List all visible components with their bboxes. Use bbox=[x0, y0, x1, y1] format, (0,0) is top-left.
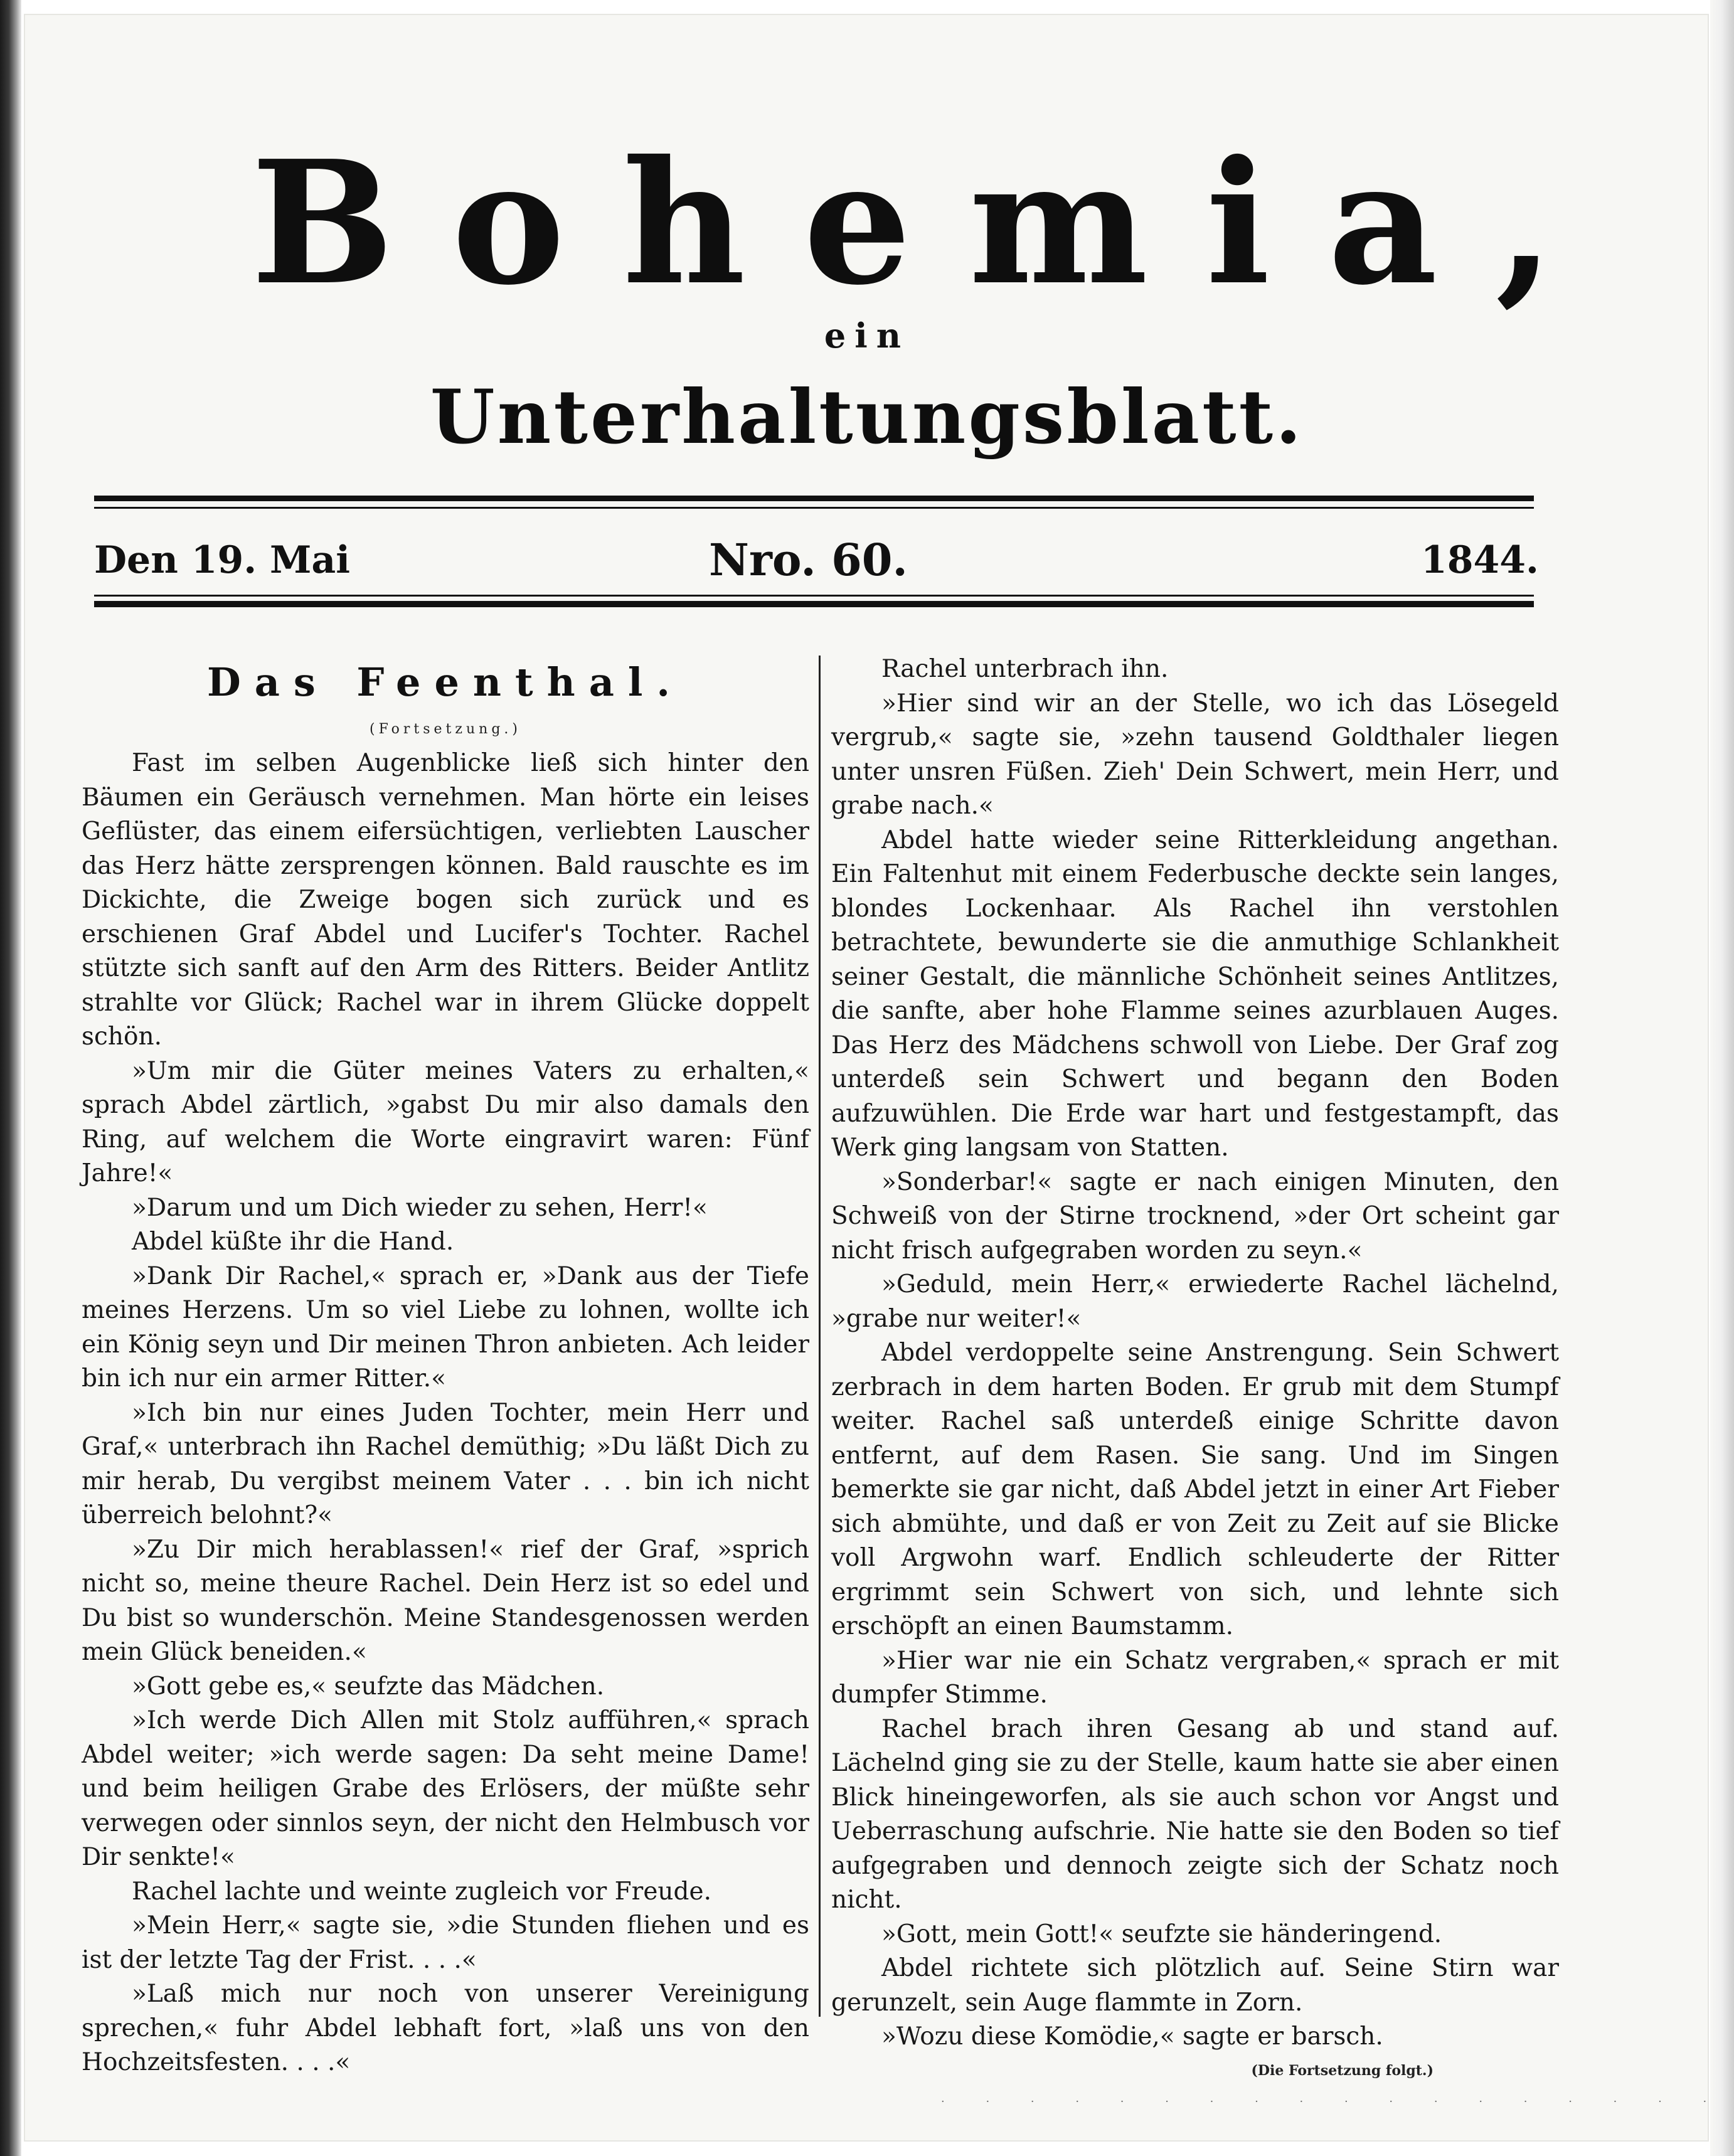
paragraph: Abdel verdoppelte seine Anstrengung. Sein Schwert zerbrach in dem harten Boden. Er grub mit dem Stumpf weiter. Rachel saß unterdeß einige Schritte davon entfernt, auf dem Rasen. Sie sang. Und im Singen bemerkte sie gar nicht, daß Abdel jetzt in einer Art Fieber sich abmühte, und daß er von Zeit zu Zeit auf sie Blicke voll Argwohn warf. Endlich schleuderte der Ritter ergrimmt sein Schwert von sich, und lehnte sich erschöpft an einen Baumstamm. bbox=[831, 1339, 1559, 1640]
continued-note: (Fortsetzung.) bbox=[370, 721, 521, 737]
continuation-note: (Die Fortsetzung folgt.) bbox=[1251, 2062, 1433, 2079]
masthead-tagline: ein bbox=[824, 316, 910, 356]
print-specks: · · · · · · · · · · · · · · · · · · bbox=[941, 2095, 1725, 2108]
paragraph: »Dank Dir Rachel,« sprach er, »Dank aus der Tiefe meines Herzens. Um so viel Liebe zu lohnen, wollte ich ein König seyn und Dir meinen Thron anbieten. Ach leider bin ich nur ein armer Ritter.« bbox=[82, 1261, 809, 1393]
paragraph: »Hier sind wir an der Stelle, wo ich das Lösegeld vergrub,« sagte sie, »zehn tausend Goldthaler liegen unter unsren Füßen. Zieh' Dein Schwert, mein Herr, und grabe nach.« bbox=[831, 689, 1559, 820]
dateline-rule-thick bbox=[94, 601, 1534, 607]
paragraph: Rachel brach ihren Gesang ab und stand auf. Lächelnd ging sie zu der Stelle, kaum hatte sie aber einen Blick hineingeworfen, als sie auch schon vor Angst und Ueberraschung aufschrie. Nie hatte sie den Boden so tief aufgegraben und dennoch zeigte sich der Schatz noch nicht. bbox=[831, 1714, 1559, 1914]
paragraph: »Gott gebe es,« seufzte das Mädchen. bbox=[132, 1672, 605, 1701]
paragraph: »Gott, mein Gott!« seufzte sie händeringend. bbox=[881, 1920, 1442, 1948]
paragraph: »Zu Dir mich herablassen!« rief der Graf, »sprich nicht so, meine theure Rachel. Dein Herz ist so edel und Du bist so wunderschön. Meine Standesgenossen werden mein Glück beneiden.« bbox=[82, 1535, 809, 1666]
paragraph: »Geduld, mein Herr,« erwiederte Rachel lächelnd, »grabe nur weiter!« bbox=[831, 1270, 1559, 1333]
paragraph: »Wozu diese Komödie,« sagte er barsch. bbox=[881, 2022, 1383, 2051]
paragraph: »Mein Herr,« sagte sie, »die Stunden fliehen und es ist der letzte Tag der Frist. . . .« bbox=[82, 1911, 809, 1974]
paragraph: »Darum und um Dich wieder zu sehen, Herr!« bbox=[132, 1193, 708, 1222]
column-left bbox=[82, 652, 809, 2080]
paragraph: »Ich werde Dich Allen mit Stolz aufführen,« sprach Abdel weiter; »ich werde sagen: Da seht meine Dame! und beim heiligen Grabe des Erlösers, der müßte sehr verwegen oder sinnlos seyn, der nicht den Helmbusch vor Dir senkte!« bbox=[82, 1706, 809, 1871]
paragraph: Rachel unterbrach ihn. bbox=[881, 655, 1169, 683]
paragraph: Rachel lachte und weinte zugleich vor Freude. bbox=[132, 1877, 711, 1906]
paragraph: Abdel hatte wieder seine Ritterkleidung angethan. Ein Faltenhut mit einem Federbusche deckte sein langes, blondes Lockenhaar. Als Rachel ihn verstohlen betrachtete, bewunderte sie die anmuthige Schlankheit seiner Gestalt, die männliche Schönheit seines Antlitzes, die sanfte, aber hohe Flamme seines azurblauen Auges. Das Herz des Mädchens schwoll von Liebe. Der Graf zog unterdeß sein Schwert und begann den Boden aufzuwühlen. Die Erde war hart und festgestampft, das Werk ging langsam von Statten. bbox=[831, 826, 1559, 1162]
masthead-title: Bohemia, bbox=[251, 123, 1612, 322]
header-rule-thick bbox=[94, 496, 1534, 501]
paragraph: »Um mir die Güter meines Vaters zu erhalten,« sprach Abdel zärtlich, »gabst Du mir also damals den Ring, auf welchem die Worte eingravirt waren: Fünf Jahre!« bbox=[82, 1056, 809, 1187]
header-rule-thin bbox=[94, 507, 1534, 509]
paragraph: Abdel küßte ihr die Hand. bbox=[132, 1228, 454, 1256]
paragraph: »Laß mich nur noch von unserer Vereinigung sprechen,« fuhr Abdel lebhaft fort, »laß uns von den Hochzeitsfesten. . . .« bbox=[82, 1980, 809, 2076]
paragraph: »Ich bin nur eines Juden Tochter, mein Herr und Graf,« unterbrach ihn Rachel demüthig; »Du läßt Dich zu mir herab, Du vergibst meinem Vater . . . bin ich nicht überreich belohnt?« bbox=[82, 1398, 809, 1529]
paragraph: »Sonderbar!« sagte er nach einigen Minuten, den Schweiß von der Stirne trocknend, »der Ort scheint gar nicht frisch aufgegraben worden zu seyn.« bbox=[831, 1167, 1559, 1265]
issue-year: 1844. bbox=[1421, 538, 1539, 582]
dateline-rule-thin bbox=[94, 595, 1534, 597]
issue-date: Den 19. Mai bbox=[94, 538, 351, 582]
paragraph: Fast im selben Augenblicke ließ sich hinter den Bäumen ein Geräusch vernehmen. Man hörte ein leises Geflüster, das einem eifersüchtigen, verliebten Lauscher das Herz hätte zersprengen können. Bald rauschte es im Dickichte, die Zweige bogen sich zurück und es erschienen Graf Abdel und Lucifer's Tochter. Rachel stützte sich sanft auf den Arm des Ritters. Beider Antlitz strahlte vor Glück; Rachel war in ihrem Glücke doppelt schön. bbox=[82, 749, 809, 1051]
column-right bbox=[831, 652, 1559, 2083]
issue-number: Nro. 60. bbox=[709, 534, 908, 586]
column-divider bbox=[819, 656, 821, 2017]
paragraph: Abdel richtete sich plötzlich auf. Seine Stirn war gerunzelt, sein Auge flammte in Zorn. bbox=[831, 1954, 1559, 2017]
masthead-subtitle: Unterhaltungsblatt. bbox=[430, 373, 1304, 460]
article-title: Das Feenthal. bbox=[206, 659, 684, 705]
paragraph: »Hier war nie ein Schatz vergraben,« sprach er mit dumpfer Stimme. bbox=[831, 1646, 1559, 1709]
